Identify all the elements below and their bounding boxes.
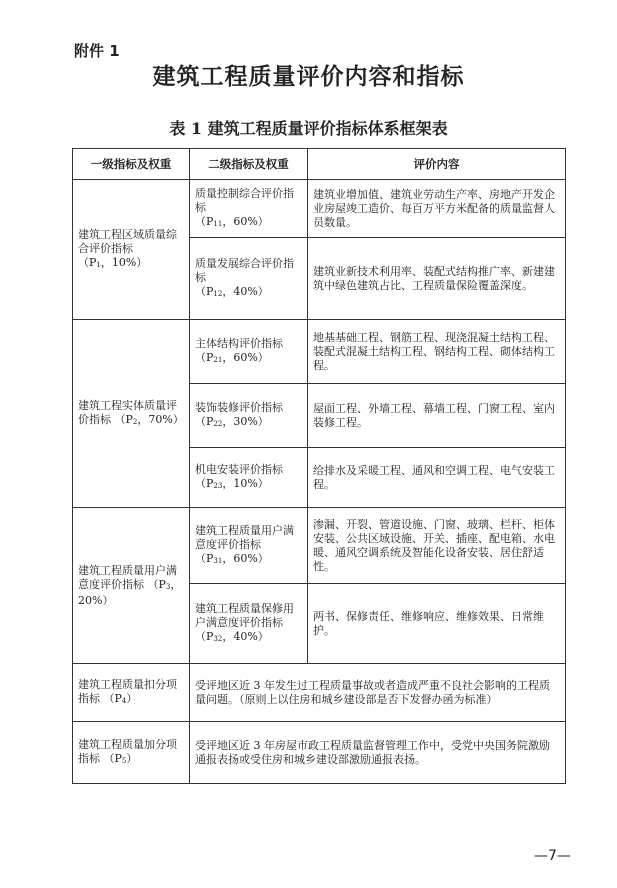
content-cell: 屋面工程、外墙工程、幕墙工程、门窗工程、室内装修工程。 <box>308 384 566 448</box>
level1-cell: 建筑工程质量用户满意度评价指标 （P3，20%） <box>73 508 190 664</box>
table-row <box>73 508 566 584</box>
table-row <box>73 664 566 722</box>
level2-cell: 建筑工程质量保修用户满意度评价指标 （P32，40%） <box>190 584 308 664</box>
level1-cell: 建筑工程实体质量评价指标 （P2，70%） <box>73 320 190 508</box>
content-cell: 两书、保修责任、维修响应、维修效果、日常维护。 <box>308 584 566 664</box>
level1-cell: 建筑工程质量加分项指标 （P5） <box>73 722 190 784</box>
table-title: 表 1 建筑工程质量评价指标体系框架表 <box>169 119 448 138</box>
level2-cell: 质量发展综合评价指标 （P12，40%） <box>190 238 308 320</box>
content-cell: 受评地区近 3 年发生过工程质量事故或者造成严重不良社会影响的工程质量问题。（原则上以住房和城乡建设部是否下发督办函为标准） <box>190 664 566 722</box>
table-header-row <box>73 149 566 180</box>
table-row <box>73 180 566 238</box>
level2-cell: 建筑工程质量用户满意度评价指标 （P31，60%） <box>190 508 308 584</box>
content-cell: 给排水及采暖工程、通风和空调工程、电气安装工程。 <box>308 448 566 508</box>
page-number: —7— <box>534 848 571 864</box>
header-level1: 一级指标及权重 <box>73 149 190 180</box>
header-content: 评价内容 <box>308 149 566 180</box>
level2-cell: 主体结构评价指标 （P21，60%） <box>190 320 308 384</box>
content-cell: 地基基础工程、钢筋工程、现浇混凝土结构工程、装配式混凝土结构工程、钢结构工程、砌体结构工程。 <box>308 320 566 384</box>
content-cell: 渗漏、开裂、管道设施、门窗、玻璃、栏杆、柜体安装、公共区域设施、开关、插座、配电箱、水电暖、通风空调系统及智能化设备安装、居住舒适性。 <box>308 508 566 584</box>
header-level2: 二级指标及权重 <box>190 149 308 180</box>
table-row <box>73 722 566 784</box>
content-cell: 建筑业新技术利用率、装配式结构推广率、新建建筑中绿色建筑占比、工程质量保险覆盖深度。 <box>308 238 566 320</box>
attachment-label: 附件 1 <box>74 42 120 60</box>
level1-cell: 建筑工程质量扣分项指标 （P4） <box>73 664 190 722</box>
indicator-framework-table <box>72 148 566 784</box>
level1-cell: 建筑工程区域质量综合评价指标 （P1，10%） <box>73 180 190 320</box>
content-cell: 受评地区近 3 年房屋市政工程质量监督管理工作中，受党中央国务院激励通报表扬或受住房和城乡建设部激励通报表扬。 <box>190 722 566 784</box>
level2-cell: 质量控制综合评价指标 （P11，60%） <box>190 180 308 238</box>
level2-cell: 装饰装修评价指标 （P22，30%） <box>190 384 308 448</box>
document-title: 建筑工程质量评价内容和指标 <box>152 63 465 90</box>
content-cell: 建筑业增加值、建筑业劳动生产率、房地产开发企业房屋竣工造价、每百万平方米配备的质量监督人员数量。 <box>308 180 566 238</box>
level2-cell: 机电安装评价指标 （P23，10%） <box>190 448 308 508</box>
table-row <box>73 320 566 384</box>
